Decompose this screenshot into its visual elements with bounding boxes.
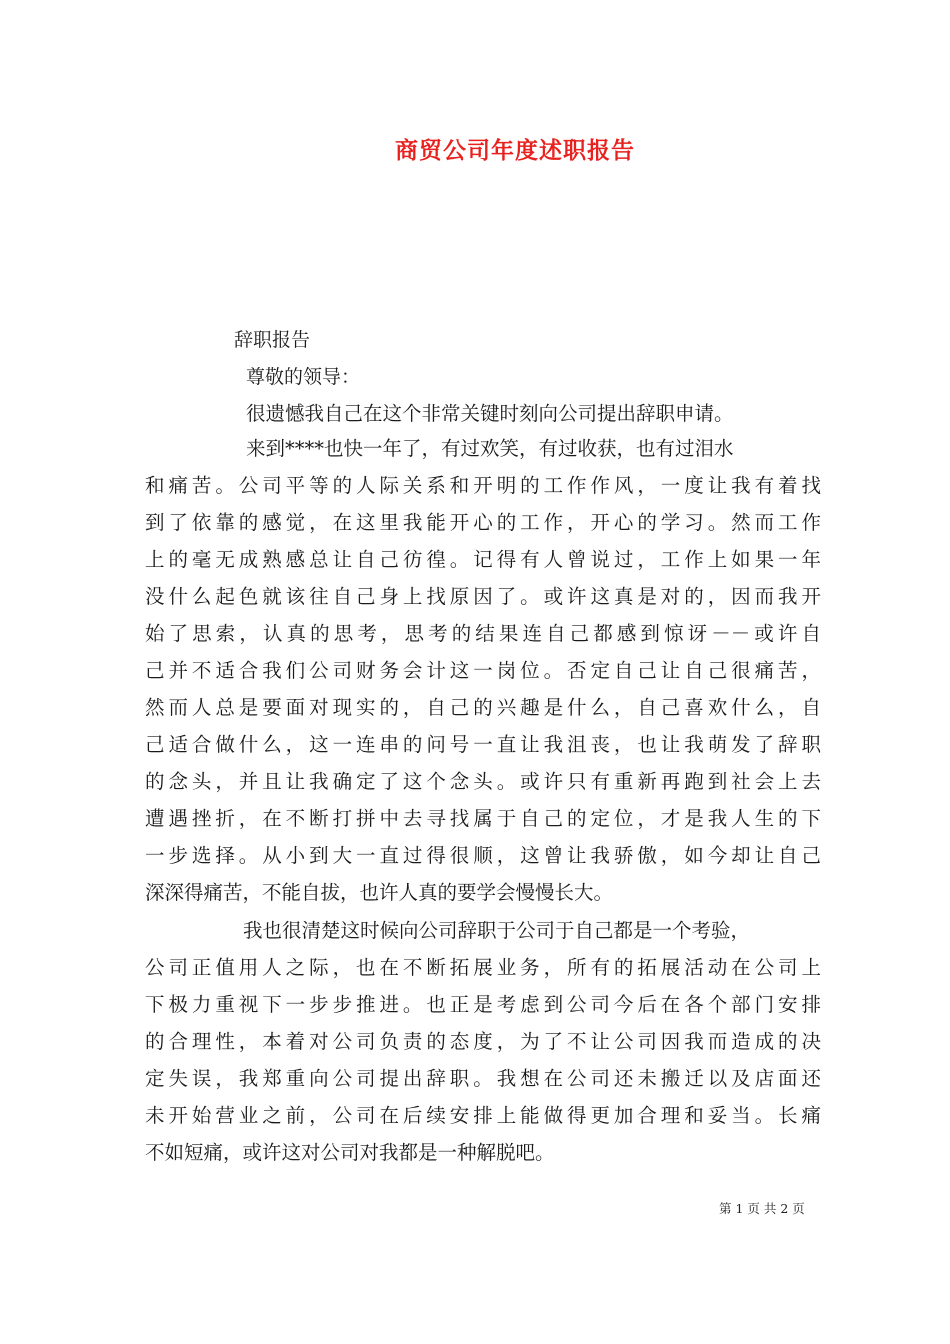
paragraph-line: 不如短痛，或许这对公司对我都是一种解脱吧。 [145,1141,555,1164]
paragraph-1: 很遗憾我自己在这个非常关键时刻向公司提出辞职申请。 [246,402,734,425]
paragraph-line: 然而人总是要面对现实的，自己的兴趣是什么，自己喜欢什么，自 [145,696,821,719]
letter-heading: 辞职报告 [234,329,311,351]
paragraph-line: 深深得痛苦，不能自拔，也许人真的要学会慢慢长大。 [145,881,614,904]
paragraph-line: 下极力重视下一步步推进。也正是考虑到公司今后在各个部门安排 [145,993,821,1016]
letter-greeting: 尊敬的领导： [246,366,361,388]
document-title: 商贸公司年度述职报告 [395,137,635,164]
paragraph-line: 的念头，并且让我确定了这个念头。或许只有重新再跑到社会上去 [145,770,821,793]
paragraph-line: 一步选择。从小到大一直过得很顺，这曾让我骄傲，如今却让自己 [145,844,821,867]
paragraph-line: 始了思索，认真的思考，思考的结果连自己都感到惊讶－－或许自 [145,622,821,645]
paragraph-line: 未开始营业之前，公司在后续安排上能做得更加合理和妥当。长痛 [145,1104,821,1127]
paragraph-line: 遭遇挫折，在不断打拼中去寻找属于自己的定位，才是我人生的下 [145,807,821,830]
paragraph-line: 己适合做什么，这一连串的问号一直让我沮丧，也让我萌发了辞职 [145,733,821,756]
paragraph-line: 到了依靠的感觉，在这里我能开心的工作，开心的学习。然而工作 [145,511,821,534]
paragraph-line: 和痛苦。公司平等的人际关系和开明的工作作风，一度让我有着找 [145,474,821,497]
paragraph-line: 没什么起色就该往自己身上找原因了。或许这真是对的，因而我开 [145,585,821,608]
paragraph-line: 己并不适合我们公司财务会计这一岗位。否定自己让自己很痛苦， [145,659,821,682]
paragraph-line: 来到****也快一年了，有过欢笑，有过收获，也有过泪水 [246,437,734,460]
paragraph-line: 我也很清楚这时候向公司辞职于公司于自己都是一个考验， [243,919,751,942]
paragraph-line: 上的毫无成熟感总让自己彷徨。记得有人曾说过，工作上如果一年 [145,548,821,571]
paragraph-line: 的合理性，本着对公司负责的态度，为了不让公司因我而造成的决 [145,1030,821,1053]
paragraph-line: 定失误，我郑重向公司提出辞职。我想在公司还未搬迁以及店面还 [145,1067,821,1090]
page-number: 第 1 页 共 2 页 [719,1201,805,1216]
paragraph-line: 公司正值用人之际，也在不断拓展业务，所有的拓展活动在公司上 [145,956,821,979]
